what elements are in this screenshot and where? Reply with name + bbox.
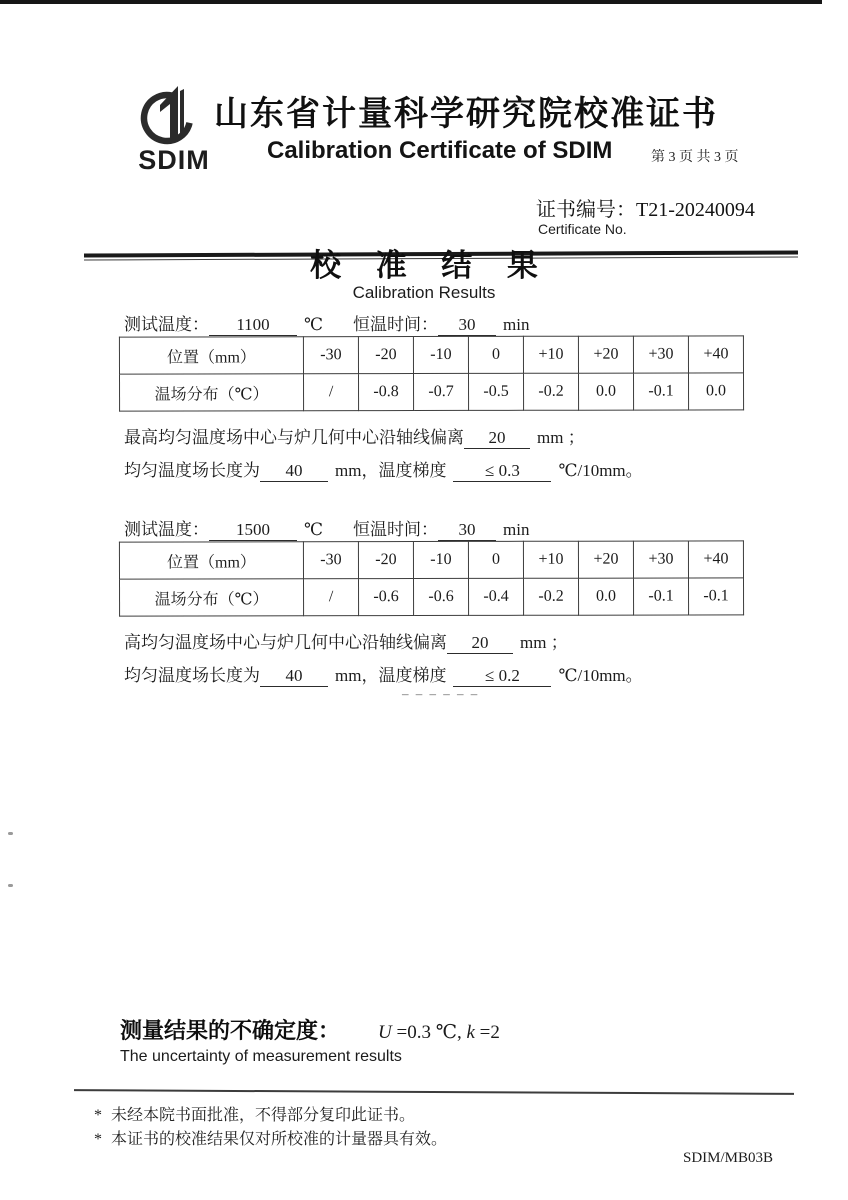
time-label: 恒温时间： — [353, 315, 439, 334]
certificate-title-cn: 山东省计量科学研究院校准证书 — [214, 96, 718, 133]
cell: 0 — [468, 336, 523, 373]
cell: +30 — [633, 541, 688, 578]
cell: +20 — [578, 336, 633, 373]
scan-artifact — [8, 832, 13, 835]
temp-unit: ℃ — [304, 520, 324, 539]
temp-value: 1500 — [209, 520, 297, 541]
certificate-number-value: T21-20240094 — [636, 199, 755, 221]
test-conditions-line-1 — [124, 310, 529, 336]
length-gradient-note-2 — [124, 661, 643, 687]
note-gradient-value: ≤ 0.3 — [453, 461, 551, 482]
temp-value: 1100 — [209, 315, 297, 336]
cell: -0.4 — [468, 578, 523, 615]
cell: -0.1 — [633, 373, 688, 410]
time-value: 30 — [438, 520, 496, 541]
cell: -10 — [413, 541, 468, 578]
footnote-text: 本证书的校准结果仅对所校准的计量器具有效。 — [111, 1131, 448, 1148]
cell: +20 — [578, 541, 633, 578]
table-row-positions — [119, 336, 743, 374]
cell: -20 — [358, 542, 413, 579]
asterisk-marker: * — [94, 1131, 102, 1148]
note-value: 40 — [260, 461, 328, 482]
time-unit: min — [503, 315, 530, 334]
note-unit: ℃/10mm。 — [558, 461, 643, 480]
uncertainty-label-en: The uncertainty of measurement results — [120, 1048, 402, 1065]
cell: +30 — [633, 336, 688, 373]
note-text: mm，温度梯度 — [335, 461, 447, 480]
cell: 0.0 — [688, 373, 743, 410]
results-title-en: Calibration Results — [352, 283, 496, 302]
asterisk-marker: * — [94, 1107, 102, 1124]
u-symbol: U — [378, 1022, 392, 1043]
logo-label: SDIM — [138, 145, 210, 175]
cell: -10 — [413, 336, 468, 373]
temp-label: 测试温度： — [124, 315, 209, 334]
cell: 0.0 — [578, 578, 633, 615]
cell: -0.6 — [414, 578, 469, 615]
test-conditions-line-2 — [124, 515, 529, 541]
footnote-line — [94, 1104, 447, 1128]
note-value: 40 — [260, 666, 328, 687]
footnote-line — [94, 1128, 447, 1152]
temp-label: 测试温度： — [124, 520, 209, 539]
uncertainty-line — [120, 1014, 500, 1045]
cell: / — [304, 579, 359, 616]
uncertainty-formula — [378, 1022, 500, 1043]
note-text: 高均匀温度场中心与炉几何中心沿轴线偏离 — [124, 633, 447, 652]
k-value: =2 — [479, 1022, 500, 1043]
row-header: 位置（mm） — [119, 337, 303, 374]
cell: -0.7 — [414, 373, 469, 410]
cell: 0.0 — [578, 373, 633, 410]
note-text: mm，温度梯度 — [335, 666, 447, 685]
certificate-title-en: Calibration Certificate of SDIM — [267, 137, 613, 164]
cell: -0.1 — [633, 578, 688, 615]
calibration-table-1500 — [119, 540, 744, 616]
cell: -0.5 — [468, 373, 523, 410]
row-header: 温场分布（℃） — [120, 579, 304, 616]
scan-top-edge — [0, 0, 822, 4]
cell: +10 — [523, 336, 578, 373]
certificate-number-label: 证书编号： — [536, 199, 636, 221]
cell: +10 — [523, 541, 578, 578]
note-text: 均匀温度场长度为 — [124, 666, 260, 685]
table-row-positions — [119, 541, 743, 579]
cell: -30 — [303, 337, 358, 374]
cell: 0 — [468, 541, 523, 578]
time-label: 恒温时间： — [353, 520, 439, 539]
cell: -0.8 — [359, 374, 414, 411]
note-value: 20 — [447, 633, 513, 654]
u-value: =0.3 ℃, — [396, 1022, 462, 1043]
cell: +40 — [688, 541, 743, 578]
time-value: 30 — [438, 315, 496, 336]
footnotes — [94, 1104, 447, 1152]
cell: -0.6 — [359, 579, 414, 616]
certificate-number-label-en: Certificate No. — [538, 221, 627, 237]
k-symbol: k — [466, 1022, 475, 1043]
row-header: 位置（mm） — [119, 542, 303, 579]
note-unit: mm ； — [520, 633, 568, 652]
cell: -20 — [358, 337, 413, 374]
cell: +40 — [688, 336, 743, 373]
footnote-text: 未经本院书面批准，不得部分复印此证书。 — [111, 1107, 416, 1124]
deviation-note-2 — [124, 628, 568, 654]
note-unit: mm ； — [537, 428, 585, 447]
cell: -0.2 — [523, 373, 578, 410]
scan-artifact — [8, 884, 13, 887]
table-row-distribution — [120, 373, 744, 411]
time-unit: min — [503, 520, 530, 539]
calibration-table-1100 — [119, 335, 744, 411]
cell: -0.1 — [688, 578, 743, 615]
page-number-info: 第 3 页 共 3 页 — [651, 150, 739, 165]
certificate-number-line — [536, 193, 755, 222]
cell: -0.2 — [523, 578, 578, 615]
temp-unit: ℃ — [304, 315, 324, 334]
note-text: 最高均匀温度场中心与炉几何中心沿轴线偏离 — [124, 428, 464, 447]
row-header: 温场分布（℃） — [120, 374, 304, 411]
note-gradient-value: ≤ 0.2 — [453, 666, 551, 687]
note-text: 均匀温度场长度为 — [124, 461, 260, 480]
form-code: SDIM/MB03B — [683, 1150, 774, 1166]
length-gradient-note-1 — [124, 456, 643, 482]
footer-divider-rule — [74, 1089, 794, 1095]
uncertainty-label-cn: 测量结果的不确定度： — [120, 1018, 341, 1043]
cell: / — [304, 374, 359, 411]
table-row-distribution — [120, 578, 744, 616]
section-end-dashes: – – – – – – — [402, 686, 480, 701]
results-title-cn: 校 准 结 果 — [310, 248, 551, 283]
cell: -30 — [303, 542, 358, 579]
deviation-note-1 — [124, 423, 585, 449]
note-unit: ℃/10mm。 — [558, 666, 643, 685]
note-value: 20 — [464, 428, 530, 449]
sdim-logo-icon — [134, 84, 214, 146]
